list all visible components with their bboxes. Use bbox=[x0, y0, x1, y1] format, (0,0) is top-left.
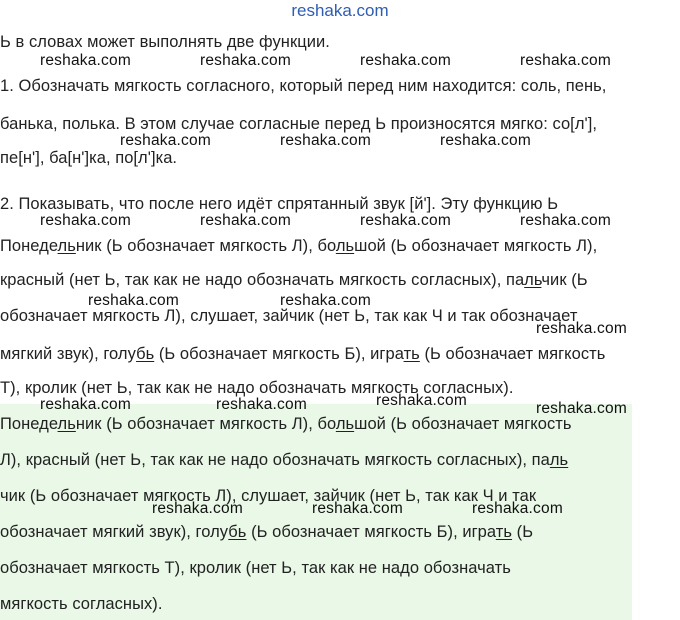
point1-line2: банька, полька. В этом случае согласные перед Ь произносятся мягко: со[л'], bbox=[0, 115, 597, 133]
watermark: reshaka.com bbox=[440, 132, 531, 149]
watermark: reshaka.com bbox=[520, 212, 611, 229]
watermark: reshaka.com bbox=[88, 292, 179, 309]
watermark: reshaka.com bbox=[152, 500, 243, 517]
watermark: reshaka.com bbox=[40, 396, 131, 413]
watermark: reshaka.com bbox=[200, 52, 291, 69]
watermark: reshaka.com bbox=[280, 292, 371, 309]
watermark: reshaka.com bbox=[472, 500, 563, 517]
watermark: reshaka.com bbox=[216, 396, 307, 413]
watermark: reshaka.com bbox=[360, 52, 451, 69]
watermark: reshaka.com bbox=[536, 400, 627, 417]
watermark: reshaka.com bbox=[200, 212, 291, 229]
answer-line4: обозначает мягкий звук), голубь (Ь обозначает мягкость Б), играть (Ь bbox=[0, 523, 534, 541]
examples-line2: красный (нет Ь, так как не надо обозначать мягкость согласных), пальчик (Ь bbox=[0, 271, 588, 289]
watermark: reshaka.com bbox=[360, 212, 451, 229]
point1-line3: пе[н'], ба[н']ка, по[л']ка. bbox=[0, 149, 178, 167]
watermark: reshaka.com bbox=[536, 320, 627, 337]
point1-line1: 1. Обозначать мягкость согласного, который перед ним находится: соль, пень, bbox=[0, 77, 607, 95]
examples-line4: мягкий звук), голубь (Ь обозначает мягкость Б), играть (Ь обозначает мягкость bbox=[0, 345, 606, 363]
watermark: reshaka.com bbox=[40, 212, 131, 229]
watermark: reshaka.com bbox=[40, 52, 131, 69]
watermark: reshaka.com bbox=[520, 52, 611, 69]
examples-line3: обозначает мягкость Л), слушает, зайчик (нет Ь, так как Ч и так обозначает bbox=[0, 307, 578, 325]
answer-line3: чик (Ь обозначает мягкость Л), слушает, зайчик (нет Ь, так как Ч и так bbox=[0, 487, 537, 505]
point2-line1: 2. Показывать, что после него идёт спрятанный звук [й']. Эту функцию Ь bbox=[0, 195, 559, 213]
answer-line5: обозначает мягкость Т), кролик (нет Ь, так как не надо обозначать bbox=[0, 559, 511, 577]
watermark: reshaka.com bbox=[312, 500, 403, 517]
answer-line1: Понедельник (Ь обозначает мягкость Л), большой (Ь обозначает мягкость bbox=[0, 415, 572, 433]
intro-text: Ь в словах может выполнять две функции. bbox=[0, 33, 330, 51]
watermark: reshaka.com bbox=[120, 132, 211, 149]
examples-line5: Т), кролик (нет Ь, так как не надо обозначать мягкость согласных). bbox=[0, 379, 514, 397]
watermark: reshaka.com bbox=[280, 132, 371, 149]
watermark: reshaka.com bbox=[376, 392, 467, 409]
answer-line6: мягкость согласных). bbox=[0, 595, 163, 613]
site-header-link[interactable]: reshaka.com bbox=[291, 1, 389, 20]
answer-line2: Л), красный (нет Ь, так как не надо обозначать мягкость согласных), паль bbox=[0, 451, 569, 469]
examples-line1: Понедельник (Ь обозначает мягкость Л), большой (Ь обозначает мягкость Л), bbox=[0, 237, 598, 255]
